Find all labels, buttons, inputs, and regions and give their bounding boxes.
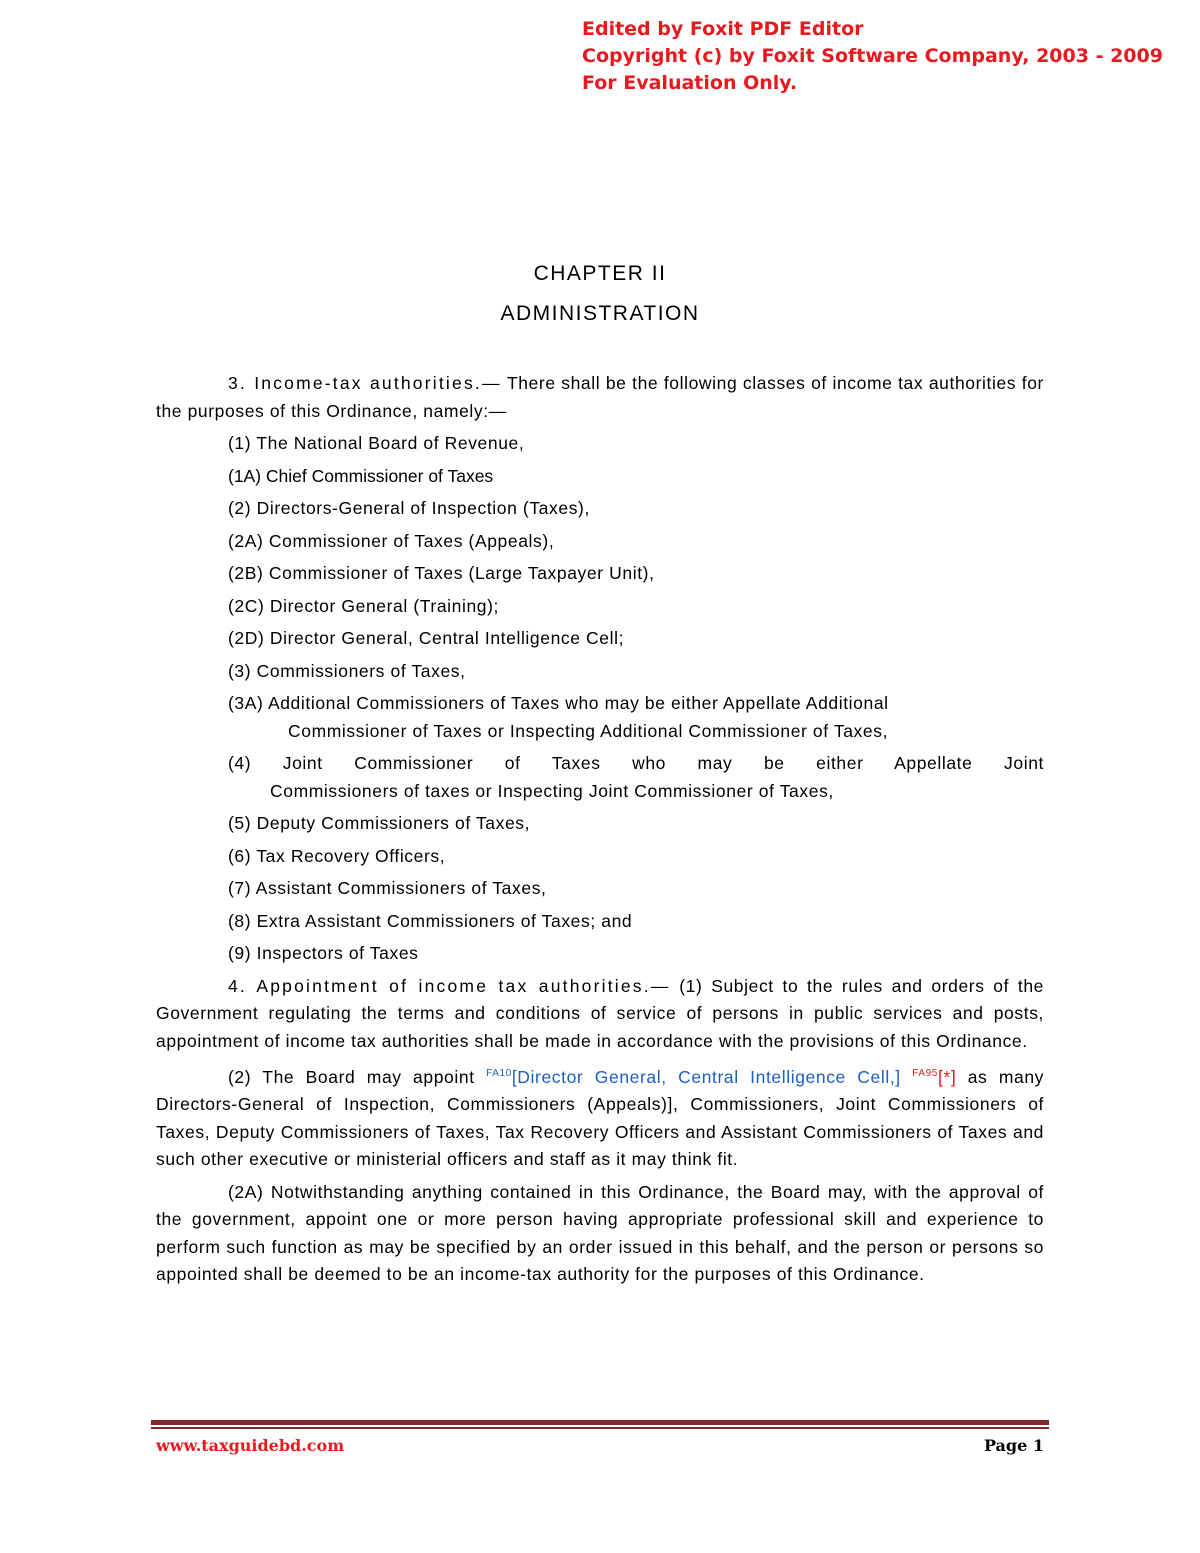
footer-rule-thick: [151, 1420, 1049, 1425]
authority-item: (2A) Commissioner of Taxes (Appeals),: [228, 530, 555, 551]
evaluation-watermark: [582, 16, 1163, 97]
authority-item: (1) The National Board of Revenue,: [228, 433, 525, 453]
authority-item: (5) Deputy Commissioners of Taxes,: [228, 813, 531, 833]
section-4-para-2-start: (2) The Board may appoint: [228, 1066, 487, 1087]
authority-item-3a: [228, 690, 1044, 745]
authority-item: (2D) Director General, Central Intelligence Cell;: [228, 628, 625, 648]
section-4-heading: 4. Appointment of income tax authorities.—: [228, 975, 671, 996]
section-4-para-1-text: (1) Subject to the rules and orders of the Government regulating the terms and conditions of service of persons in public services and posts, appointment of income tax authorities shall be made in accordance with the provisions of this Ordinance.: [156, 975, 1044, 1051]
footer-rule-thin: [151, 1427, 1049, 1429]
section-4-para-2a: (2A) Notwithstanding anything contained in this Ordinance, the Board may, with the approval of the government, appoint one or more person having appropriate professional skill and experience to perform such function as may be specified by an order issued in this behalf, and the person or persons so appointed shall be deemed to be an income-tax authority for the purposes of this Ordinance.: [156, 1181, 1044, 1285]
chapter-subtitle: ADMINISTRATION: [500, 302, 700, 325]
section-3-intro-text: There shall be the following classes of income tax authorities for the purposes of this Ordinance, namely:—: [156, 373, 1044, 421]
authority-item-3a-line2: Commissioner of Taxes or Inspecting Additional Commissioner of Taxes,: [288, 720, 889, 741]
section-4-para-2-rest: as many Directors-General of Inspection, Commissioners (Appeals)], Commissioners, Joint Commissioners of Taxes, Deputy Commissioners of Taxes, Tax Recovery Officers and Assistant Commissioners of Taxes and such other executive or ministerial officers and staff as it may think fit.: [156, 1066, 1045, 1170]
page-number: Page 1: [983, 1436, 1044, 1455]
authority-item: (2) Directors-General of Inspection (Taxes),: [228, 498, 590, 518]
chapter-title: CHAPTER II: [533, 262, 667, 285]
watermark-line-1: Edited by Foxit PDF Editor: [582, 18, 864, 40]
footnote-fa10: FA10: [486, 1068, 512, 1079]
authority-item: (2C) Director General (Training);: [228, 595, 500, 616]
section-3-heading: 3. Income-tax authorities.—: [228, 373, 502, 393]
authority-item: (6) Tax Recovery Officers,: [228, 845, 446, 866]
authority-item: (7) Assistant Commissioners of Taxes,: [228, 878, 547, 898]
watermark-line-2: Copyright (c) by Foxit Software Company, 2003 - 2009: [582, 45, 1163, 67]
authority-item: (8) Extra Assistant Commissioners of Taxes; and: [228, 910, 633, 931]
authority-item: (3) Commissioners of Taxes,: [228, 660, 466, 681]
section-3-intro: [156, 370, 1044, 425]
authority-item-3a-line1: (3A) Additional Commissioners of Taxes who may be either Appellate Additional: [228, 693, 889, 713]
authority-item: (1A) Chief Commissioner of Taxes: [228, 465, 494, 486]
authority-item: (9) Inspectors of Taxes: [228, 943, 419, 963]
section-4-para-2: [156, 1060, 1044, 1174]
footnote-fa95: FA95: [912, 1068, 938, 1079]
omission-mark: [*]: [937, 1066, 957, 1087]
authority-item-4-line1: (4) Joint Commissioner of Taxes who may be either Appellate Joint: [228, 753, 1044, 773]
section-3: [156, 370, 1044, 1289]
authority-item-4-line2: Commissioners of taxes or Inspecting Joint Commissioner of Taxes,: [270, 780, 834, 801]
section-4-para-1: [156, 973, 1044, 1056]
authority-item: (2B) Commissioner of Taxes (Large Taxpayer Unit),: [228, 563, 655, 583]
watermark-line-3: For Evaluation Only.: [582, 72, 798, 94]
authority-item-4: [228, 750, 1044, 805]
footer-website-link[interactable]: www.taxguidebd.com: [156, 1436, 345, 1455]
amendment-insert: [Director General, Central Intelligence Cell,]: [511, 1066, 901, 1087]
